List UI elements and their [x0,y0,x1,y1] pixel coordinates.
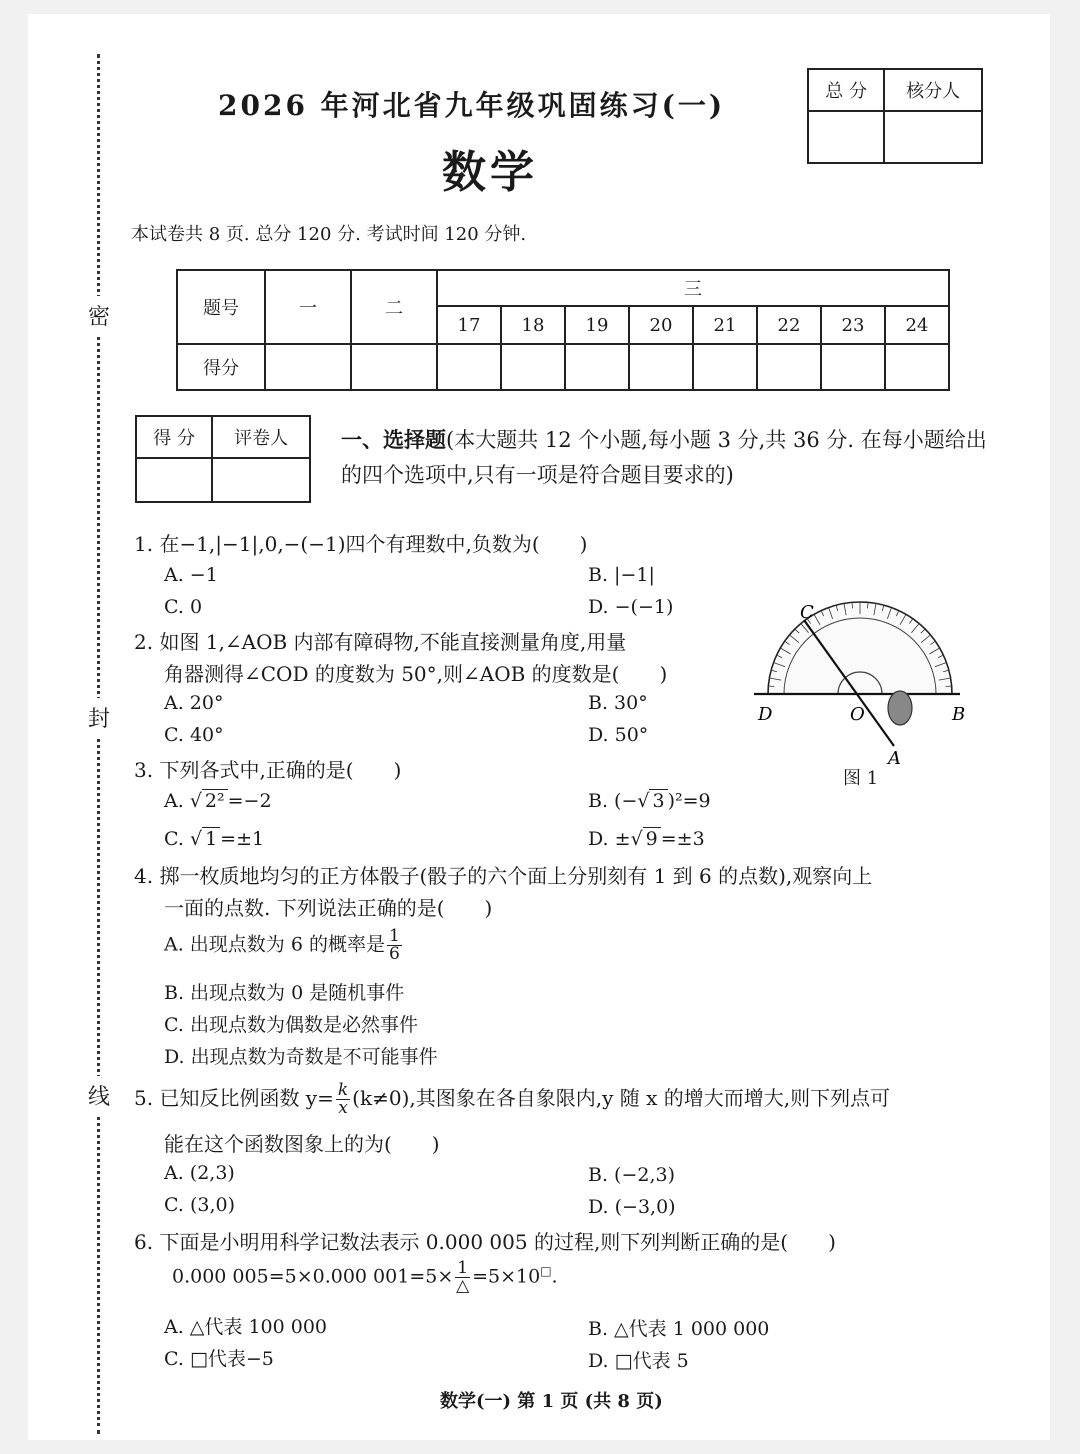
q-number: 18 [501,306,565,344]
section-heading: 一、选择题 [341,427,446,452]
score-cell [437,344,501,390]
score-cell [821,344,885,390]
question-3: 3. 下列各式中,正确的是( ) [134,758,402,782]
score-cell [693,344,757,390]
protractor-tick [768,686,774,687]
grader-box [135,415,311,503]
point-d-label: D [758,704,773,725]
q3-d-radicand: 9 [643,827,661,850]
page-footer: 数学(一) 第 1 页 (共 8 页) [440,1391,663,1412]
q6-denominator: △ [456,1276,470,1296]
protractor-tick [867,602,868,608]
q-number: 19 [565,306,629,344]
q2-option-c: C. 40° [164,724,224,746]
q4-option-d: D. 出现点数为奇数是不可能事件 [164,1046,438,1068]
score-cell [885,344,949,390]
obstacle [888,691,912,725]
exam-info: 本试卷共 8 页. 总分 120 分. 考试时间 120 分钟. [131,224,527,245]
q6-option-c: C. □代表−5 [164,1348,274,1370]
q3-a-prefix: A. [164,790,190,812]
point-a-label: A [888,748,901,766]
q3-a-radicand: 2² [202,789,228,812]
q6-option-b: B. △代表 1 000 000 [588,1318,770,1340]
grader-cell [212,458,310,502]
q-number: 22 [757,306,821,344]
figure-1-protractor [754,596,980,766]
subject-title: 数学 [442,147,538,198]
q4-a-text: A. 出现点数为 6 的概率是 [164,933,385,956]
q2-option-b: B. 30° [588,692,648,714]
section-three-header: 三 [437,270,949,306]
question-4-line2: 一面的点数. 下列说法正确的是( ) [164,896,493,920]
q3-d-prefix: D. ± [588,828,631,850]
q6-fraction [455,1260,470,1295]
question-2-line1: 2. 如图 1,∠AOB 内部有障碍物,不能直接测量角度,用量 [134,630,627,654]
total-score-box [807,68,983,164]
q3-c-suffix: =±1 [220,828,265,850]
q3-option-c: C. √ 1 =±1 [164,828,265,850]
seal-char-xian: 线 [88,1076,110,1115]
section-one-instructions [341,422,1001,493]
q3-option-d: D. ±√ 9 =±3 [588,828,705,850]
question-1: 1. 在−1,|−1|,0,−(−1)四个有理数中,负数为( ) [134,532,588,556]
score-cell [501,344,565,390]
score-cell [565,344,629,390]
question-5-line1 [134,1082,890,1117]
q5-suffix: (k≠0),其图象在各自象限内,y 随 x 的增大而增大,则下列点可 [352,1086,891,1110]
total-label: 总 分 [808,69,884,111]
q5-option-d: D. (−3,0) [588,1196,676,1218]
q3-c-radicand: 1 [202,827,220,850]
q1-option-b: B. |−1| [588,564,655,586]
q4-option-c: C. 出现点数为偶数是必然事件 [164,1014,418,1036]
exam-page [28,14,1050,1440]
seal-line [97,54,100,1434]
q-number: 23 [821,306,885,344]
q4-a-fraction [387,928,402,963]
grader-score-cell [136,458,212,502]
score-cell [351,344,437,390]
q5-option-c: C. (3,0) [164,1194,235,1216]
q5-numerator: k [337,1080,349,1100]
question-2-line2: 角器测得∠COD 的度数为 50°,则∠AOB 的度数是( ) [164,662,668,686]
figure-1-caption: 图 1 [843,768,879,789]
defen-label: 得分 [177,344,265,390]
grader-score-label: 得 分 [136,416,212,458]
q3-d-suffix: =±3 [660,828,705,850]
q3-b-suffix: )²=9 [667,790,711,812]
point-b-label: B [952,704,966,725]
grader-label: 评卷人 [212,416,310,458]
q5-denominator: x [338,1098,348,1118]
q6-exponent: □ [540,1264,552,1279]
checker-cell [884,111,982,163]
q3-b-radicand: 3 [649,789,667,812]
q2-option-d: D. 50° [588,724,649,746]
q4-a-numerator: 1 [388,926,400,946]
score-cell [629,344,693,390]
section-desc: (本大题共 12 个小题,每小题 3 分,共 36 分. 在每小题给出的四个选项中,只有一项是符合题目要求的) [341,428,987,487]
q-number: 17 [437,306,501,344]
section-one-header: 一 [265,270,351,344]
exam-title: 2026 年河北省九年级巩固练习(一) [218,89,726,122]
q4-option-b: B. 出现点数为 0 是随机事件 [164,982,405,1004]
q6-expression [172,1260,558,1295]
question-5-line2: 能在这个函数图象上的为( ) [164,1132,440,1156]
q2-option-a: A. 20° [164,692,224,714]
score-cell [265,344,351,390]
point-c-label: C [800,602,814,623]
q5-fraction [336,1082,350,1117]
q3-b-prefix: B. (− [588,790,638,812]
q4-option-a [164,928,404,963]
q1-option-a: A. −1 [164,564,218,586]
section-two-header: 二 [351,270,437,344]
q1-option-d: D. −(−1) [588,596,674,618]
q-number: 20 [629,306,693,344]
q5-prefix: 5. 已知反比例函数 y= [134,1086,334,1110]
q6-numerator: 1 [457,1258,469,1278]
tihao-label: 题号 [177,270,265,344]
q1-option-c: C. 0 [164,596,203,618]
q4-a-denominator: 6 [388,944,400,964]
q6-expr-prefix: 0.000 005=5×0.000 001=5× [172,1265,454,1288]
q6-option-d: D. □代表 5 [588,1350,689,1372]
q6-expr-end: . [551,1265,558,1288]
score-table [176,269,950,391]
q-number: 24 [885,306,949,344]
q-number: 21 [693,306,757,344]
q5-option-b: B. (−2,3) [588,1164,676,1186]
total-cell [808,111,884,163]
q3-c-prefix: C. [164,828,190,850]
q6-expr-power: =5×10 [472,1265,541,1288]
question-4-line1: 4. 掷一枚质地均匀的正方体骰子(骰子的六个面上分别刻有 1 到 6 的点数),观察向上 [134,864,873,888]
q6-option-a: A. △代表 100 000 [164,1316,328,1338]
protractor-outline [768,602,952,694]
q3-a-suffix: =−2 [227,790,272,812]
seal-char-feng: 封 [88,698,110,737]
protractor-tick [852,602,853,608]
point-o-label: O [850,704,865,725]
seal-char-mi: 密 [88,296,110,335]
q3-option-b: B. (−√ 3 )²=9 [588,790,711,812]
checker-label: 核分人 [884,69,982,111]
q5-option-a: A. (2,3) [164,1162,235,1184]
question-6: 6. 下面是小明用科学记数法表示 0.000 005 的过程,则下列判断正确的是( ) [134,1230,836,1254]
q3-option-a: A. √ 2² =−2 [164,790,272,812]
protractor-tick [946,686,952,687]
score-cell [757,344,821,390]
